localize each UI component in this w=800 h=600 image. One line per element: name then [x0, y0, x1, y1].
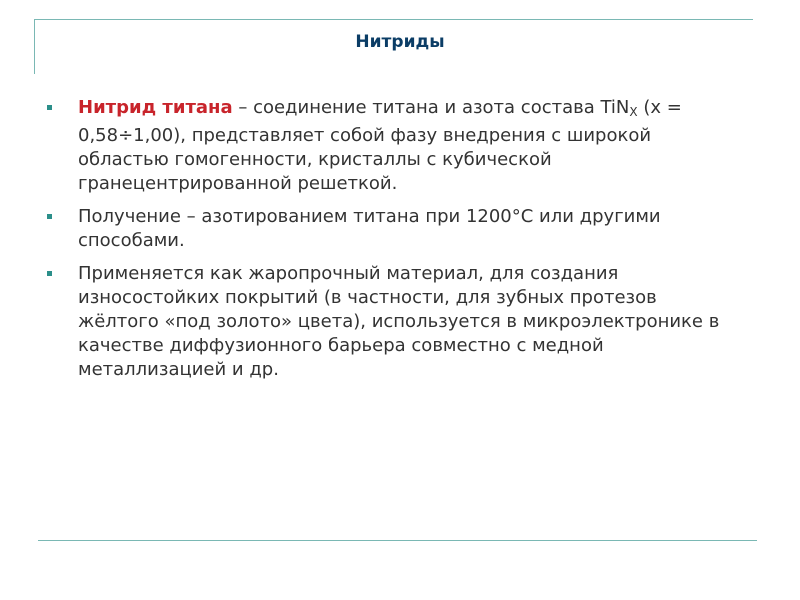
frame-top-line: [34, 19, 753, 20]
item-text-part: (x = 0,58÷1,00), представляет собой фазу внедрения с широкой областью гомогенности, кристаллы с кубической гранецентрированной решеткой.: [78, 97, 682, 194]
slide-title: Нитриды: [355, 32, 445, 52]
frame-bottom-line: [38, 540, 757, 541]
bullet-item-3: [46, 262, 736, 382]
formula-subscript: X: [629, 105, 638, 119]
item-text: Получение – азотированием титана при 1200°С или другими способами.: [78, 206, 661, 251]
bullet-item-1: [46, 96, 736, 196]
item-text-part: – соединение титана и азота состава TiN: [232, 97, 630, 118]
square-bullet-icon: [47, 271, 52, 276]
item-text: Применяется как жаропрочный материал, для создания износостойких покрытий (в частности, для зубных протезов жёлтого «под золото» цвета), используется в микроэлектронике в качестве диффузионного барьера совместно с медной металлизацией и др.: [78, 263, 720, 380]
term-highlight: Нитрид титана: [78, 97, 233, 118]
bullet-item-2: [46, 205, 736, 253]
square-bullet-icon: [47, 105, 52, 110]
square-bullet-icon: [47, 214, 52, 219]
slide-content: [46, 96, 736, 391]
